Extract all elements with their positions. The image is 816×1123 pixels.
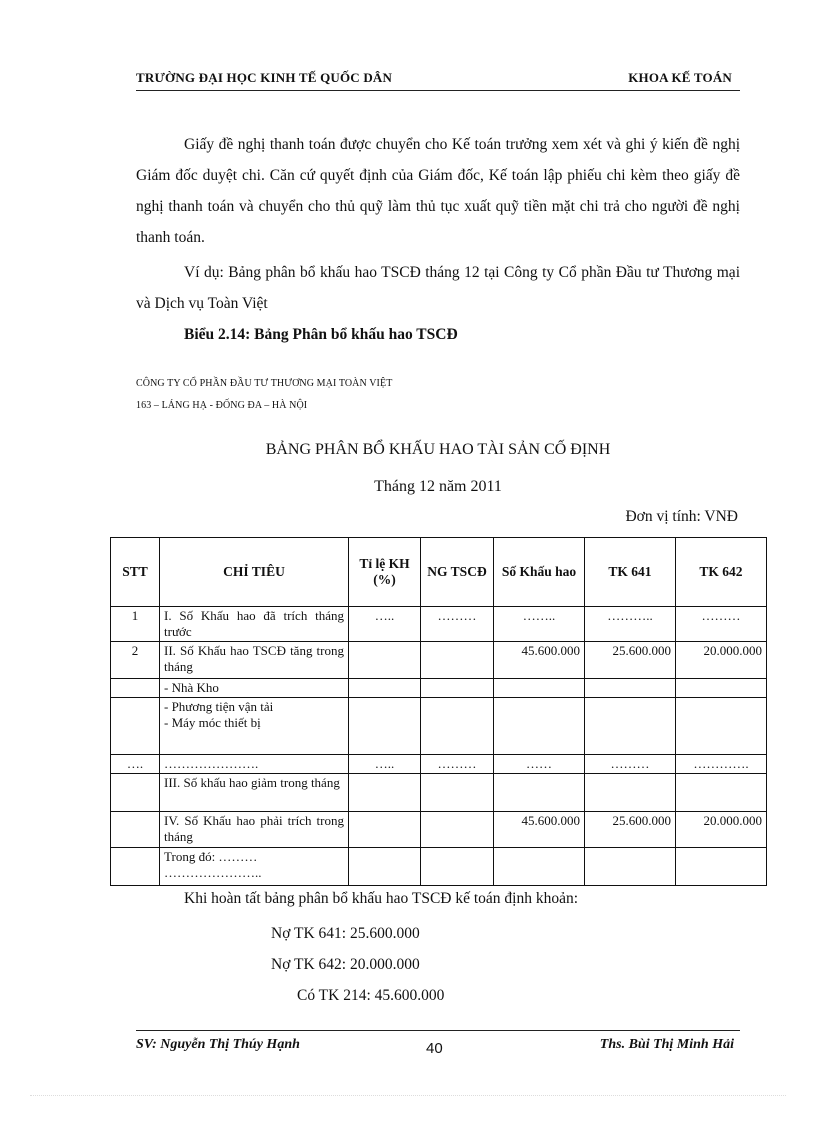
table-row (111, 607, 767, 642)
cell-item: - Nhà Kho (160, 679, 349, 698)
cell-rate (349, 679, 421, 698)
cell-item (160, 848, 349, 886)
cell-item: IV. Số Khấu hao phải trích trong tháng (160, 812, 349, 848)
cell-kh: …….. (494, 607, 585, 642)
cell-item-line: - Phương tiện vận tải (164, 699, 274, 714)
cell-item: II. Số Khấu hao TSCĐ tăng trong tháng (160, 642, 349, 679)
company-address: 163 – LÁNG HẠ - ĐỐNG ĐA – HÀ NỘI (136, 400, 308, 411)
table-row (111, 679, 767, 698)
table-row (111, 698, 767, 755)
figure-caption: Biểu 2.14: Bảng Phân bổ khấu hao TSCĐ (184, 326, 458, 343)
cell-ng (421, 679, 494, 698)
cell-stt: 2 (111, 642, 160, 679)
cell-stt (111, 679, 160, 698)
entry-debit-641: Nợ TK 641: 25.600.000 (271, 925, 420, 942)
cell-item: III. Số khấu hao giảm trong tháng (160, 774, 349, 812)
cell-item-line: Trong đó: ……… (164, 849, 258, 864)
col-stt: STT (111, 538, 160, 607)
cell-rate (349, 774, 421, 812)
page-bottom-divider (30, 1095, 786, 1096)
cell-item-line: - Máy móc thiết bị (164, 715, 261, 730)
cell-rate (349, 698, 421, 755)
cell-kh (494, 698, 585, 755)
cell-tk642: 20.000.000 (676, 812, 767, 848)
cell-tk641: 25.600.000 (585, 642, 676, 679)
cell-ng (421, 698, 494, 755)
cell-rate (349, 642, 421, 679)
cell-kh (494, 774, 585, 812)
cell-stt: …. (111, 755, 160, 774)
cell-ng (421, 812, 494, 848)
page-header (136, 70, 740, 91)
cell-tk642: ……… (676, 607, 767, 642)
col-tk642: TK 642 (676, 538, 767, 607)
footer-advisor: Ths. Bùi Thị Minh Hải (599, 1037, 734, 1052)
intro-paragraph: Giấy đề nghị thanh toán được chuyển cho Kế toán trưởng xem xét và ghi ý kiến đề nghị Giám đốc duyệt chi. Căn cứ quyết định của Giám đốc, Kế toán lập phiếu chi kèm theo giấy đề nghị thanh toán và chuyển cho thủ quỹ làm thủ tục xuất quỹ tiền mặt chi trả cho người đề nghị thanh toán. (136, 136, 740, 246)
entry-debit-642: Nợ TK 642: 20.000.000 (271, 956, 420, 973)
header-university: TRƯỜNG ĐẠI HỌC KINH TẾ QUỐC DÂN (136, 70, 393, 85)
cell-stt (111, 812, 160, 848)
cell-tk642: …………. (676, 755, 767, 774)
cell-rate (349, 848, 421, 886)
cell-tk642: 20.000.000 (676, 642, 767, 679)
page-footer (136, 1030, 740, 1059)
cell-item-line: ………………….. (164, 865, 262, 880)
company-name: CÔNG TY CỔ PHẦN ĐẦU TƯ THƯƠNG MẠI TOÀN VIỆT (136, 378, 393, 389)
cell-ng: ……… (421, 755, 494, 774)
cell-rate: ….. (349, 607, 421, 642)
cell-rate (349, 812, 421, 848)
entry-credit-214: Có TK 214: 45.600.000 (297, 987, 445, 1004)
cell-ng (421, 774, 494, 812)
cell-kh: 45.600.000 (494, 642, 585, 679)
cell-tk641 (585, 679, 676, 698)
cell-ng: ……… (421, 607, 494, 642)
cell-kh (494, 848, 585, 886)
table-header-row (111, 538, 767, 607)
header-faculty: KHOA KẾ TOÁN (628, 70, 732, 85)
cell-item: I. Số Khấu hao đã trích tháng trước (160, 607, 349, 642)
col-ng: NG TSCĐ (421, 538, 494, 607)
cell-tk642 (676, 698, 767, 755)
cell-item (160, 698, 349, 755)
cell-tk641: 25.600.000 (585, 812, 676, 848)
report-title: BẢNG PHÂN BỔ KHẤU HAO TÀI SẢN CỐ ĐỊNH (265, 441, 611, 458)
cell-stt (111, 774, 160, 812)
cell-item: …………………. (160, 755, 349, 774)
cell-tk642 (676, 848, 767, 886)
col-item: CHỈ TIÊU (160, 538, 349, 607)
col-tk641: TK 641 (585, 538, 676, 607)
table-row (111, 848, 767, 886)
report-unit: Đơn vị tính: VNĐ (625, 508, 738, 525)
example-paragraph: Ví dụ: Bảng phân bổ khấu hao TSCĐ tháng 12 tại Công ty Cổ phần Đầu tư Thương mại và Dịch vụ Toàn Việt (136, 264, 740, 312)
depreciation-table (110, 537, 767, 886)
cell-tk642 (676, 679, 767, 698)
page-number: 40 (426, 1040, 443, 1057)
cell-tk641 (585, 698, 676, 755)
cell-ng (421, 642, 494, 679)
cell-kh: 45.600.000 (494, 812, 585, 848)
cell-ng (421, 848, 494, 886)
cell-kh: …… (494, 755, 585, 774)
footer-student: SV: Nguyễn Thị Thúy Hạnh (136, 1037, 300, 1052)
cell-stt (111, 698, 160, 755)
cell-tk641 (585, 774, 676, 812)
cell-tk641 (585, 848, 676, 886)
cell-rate: ….. (349, 755, 421, 774)
table-row (111, 755, 767, 774)
col-kh: Số Khấu hao (494, 538, 585, 607)
cell-tk642 (676, 774, 767, 812)
table-row (111, 642, 767, 679)
cell-kh (494, 679, 585, 698)
table-row (111, 812, 767, 848)
table-row (111, 774, 767, 812)
cell-tk641: ……… (585, 755, 676, 774)
cell-stt (111, 848, 160, 886)
entry-intro: Khi hoàn tất bảng phân bổ khấu hao TSCĐ kế toán định khoản: (184, 890, 579, 907)
col-rate: Tỉ lệ KH (%) (349, 538, 421, 607)
report-period: Tháng 12 năm 2011 (374, 478, 502, 495)
cell-stt: 1 (111, 607, 160, 642)
cell-tk641: ……….. (585, 607, 676, 642)
